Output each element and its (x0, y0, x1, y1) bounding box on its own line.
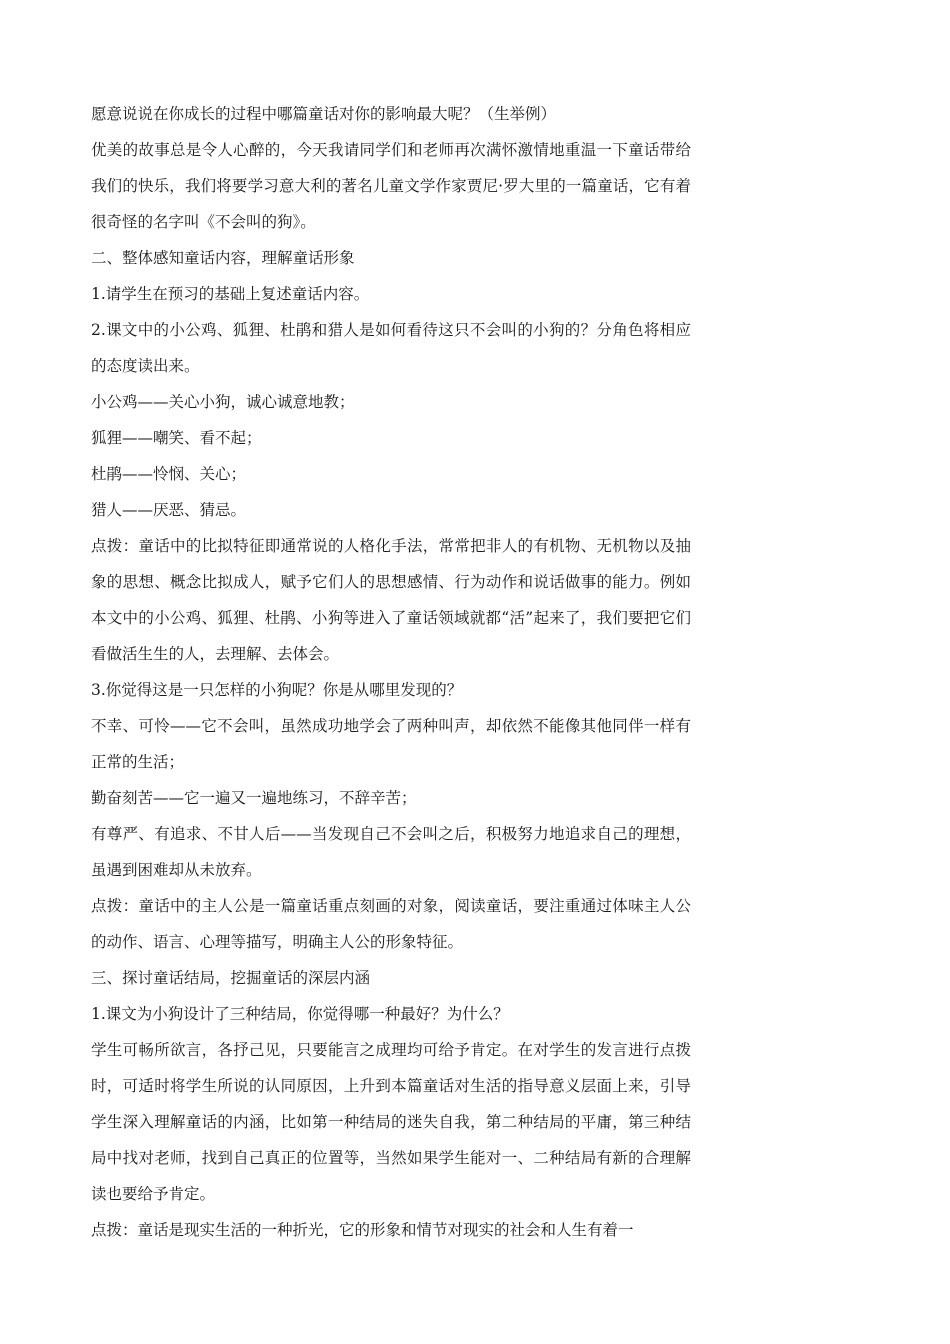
paragraph: 点拨：童话是现实生活的一种折光，它的形象和情节对现实的社会和人生有着一 (91, 1221, 634, 1239)
paragraph: 有尊严、有追求、不甘人后——当发现自己不会叫之后，积极努力地追求自己的理想，虽遇到困难却从未放弃。 (91, 825, 691, 879)
section-heading: 二、整体感知童话内容，理解童话形象 (91, 249, 355, 267)
paragraph: 勤奋刻苦——它一遍又一遍地练习，不辞辛苦； (91, 789, 417, 807)
paragraph: 小公鸡——关心小狗，诚心诚意地教； (91, 393, 355, 411)
paragraph: 学生可畅所欲言，各抒己见，只要能言之成理均可给予肯定。在对学生的发言进行点拨时，可适时将学生所说的认同原因，上升到本篇童话对生活的指导意义层面上来，引导学生深入理解童话的内涵，比如第一种结局的迷失自我，第二种结局的平庸，第三种结局中找对老师，找到自己真正的位置等，当然如果学生能对一、二种结局有新的合理解读也要给予肯定。 (91, 1041, 691, 1203)
section-heading: 三、探讨童话结局，挖掘童话的深层内涵 (91, 969, 371, 987)
document-body (91, 96, 691, 1248)
paragraph: 1.请学生在预习的基础上复述童话内容。 (91, 285, 370, 303)
paragraph: 3.你觉得这是一只怎样的小狗呢？你是从哪里发现的？ (91, 681, 463, 699)
paragraph: 狐狸——嘲笑、看不起； (91, 429, 262, 447)
paragraph: 不幸、可怜——它不会叫，虽然成功地学会了两种叫声，却依然不能像其他同伴一样有正常的生活； (91, 717, 691, 771)
paragraph: 愿意说说在你成长的过程中哪篇童话对你的影响最大呢？（生举例） (91, 105, 557, 123)
paragraph: 点拨：童话中的比拟特征即通常说的人格化手法，常常把非人的有机物、无机物以及抽象的思想、概念比拟成人，赋予它们人的思想感情、行为动作和说话做事的能力。例如本文中的小公鸡、狐狸、杜鹃、小狗等进入了童话领域就都“活”起来了，我们要把它们看做活生生的人，去理解、去体会。 (91, 537, 691, 663)
paragraph: 优美的故事总是令人心醉的，今天我请同学们和老师再次满怀激情地重温一下童话带给我们的快乐，我们将要学习意大利的著名儿童文学作家贾尼·罗大里的一篇童话，它有着很奇怪的名字叫《不会叫的狗》。 (91, 141, 691, 231)
paragraph: 点拨：童话中的主人公是一篇童话重点刻画的对象，阅读童话，要注重通过体味主人公的动作、语言、心理等描写，明确主人公的形象特征。 (91, 897, 691, 951)
paragraph: 1.课文为小狗设计了三种结局，你觉得哪一种最好？为什么？ (91, 1005, 509, 1023)
paragraph: 猎人——厌恶、猜忌。 (91, 501, 247, 519)
paragraph: 杜鹃——怜悯、关心； (91, 465, 247, 483)
paragraph: 2.课文中的小公鸡、狐狸、杜鹃和猎人是如何看待这只不会叫的小狗的？分角色将相应的态度读出来。 (91, 321, 691, 375)
